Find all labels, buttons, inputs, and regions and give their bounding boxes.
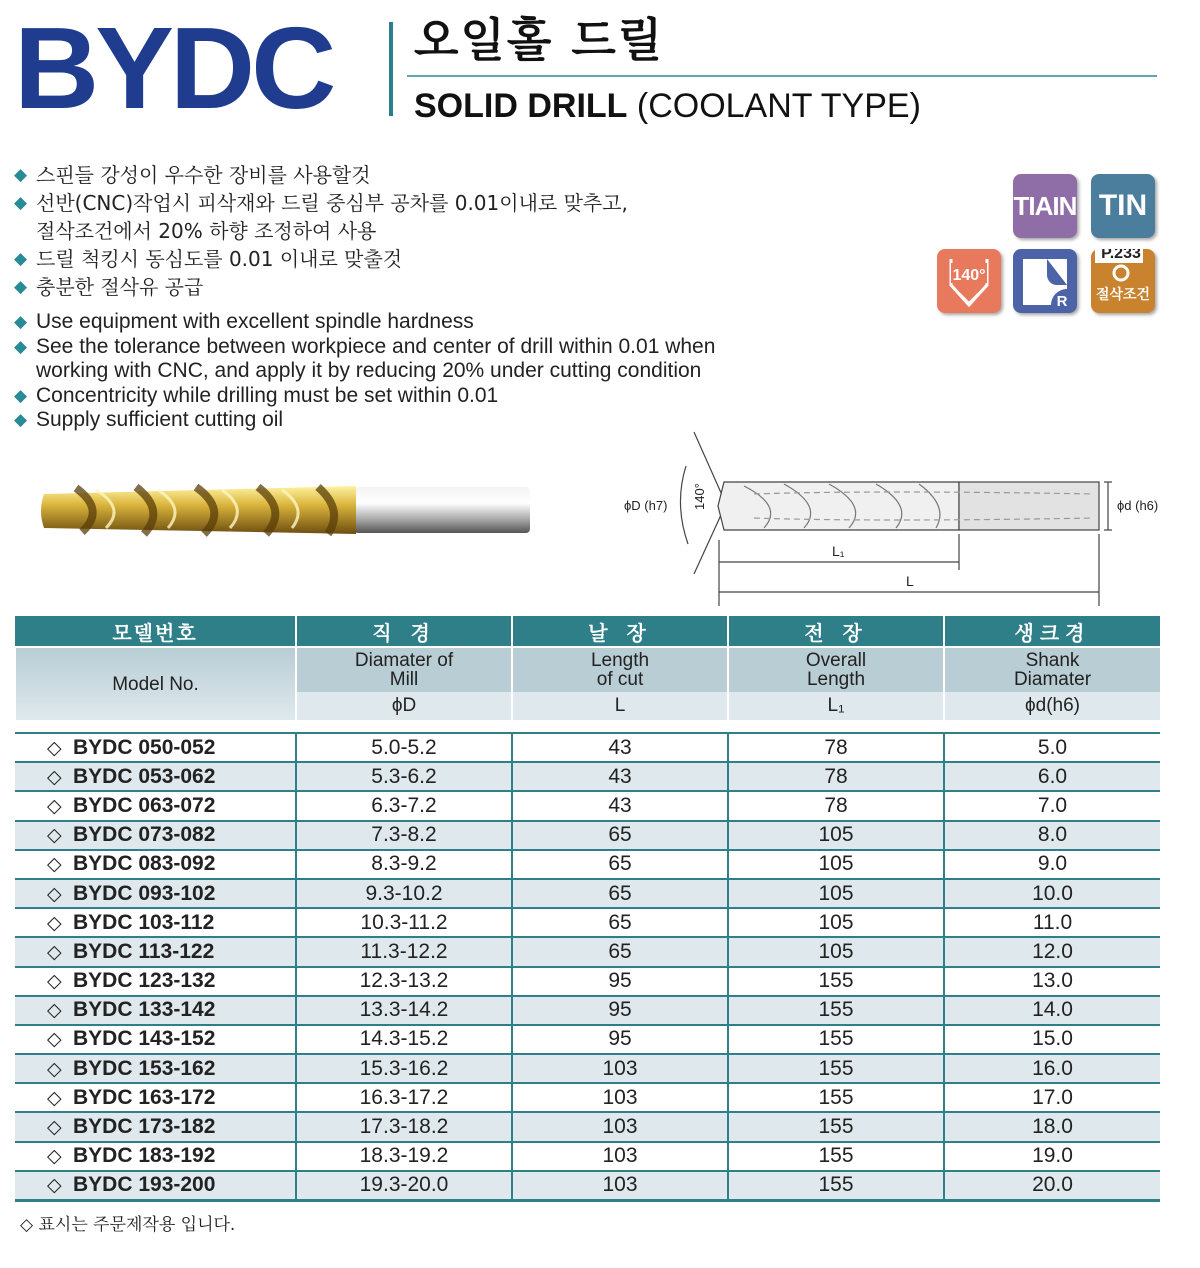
table-row <box>15 996 1160 1025</box>
diameter-cell: 14.3-15.2 <box>296 1025 512 1054</box>
made-to-order-marker-icon: ◇ <box>47 1175 62 1197</box>
table-row <box>15 908 1160 937</box>
header-diameter-en: Diamater of Mill <box>296 647 512 692</box>
note-ko-1: ◆ 스핀들 강성이 우수한 장비를 사용할것 <box>14 163 371 187</box>
length-cut-cell: 103 <box>512 1112 728 1141</box>
shank-cell: 6.0 <box>944 762 1160 791</box>
note-en-4: ◆ Supply sufficient cutting oil <box>14 408 284 431</box>
model-cell: ◇ BYDC 053-062 <box>15 762 296 791</box>
length-cut-cell: 43 <box>512 762 728 791</box>
note-en-1: ◆ Use equipment with excellent spindle hardness <box>14 310 474 333</box>
diamond-bullet-icon: ◆ <box>14 193 28 213</box>
diameter-cell: 8.3-9.2 <box>296 850 512 879</box>
table-row <box>15 1083 1160 1112</box>
shank-cell: 5.0 <box>944 733 1160 762</box>
made-to-order-marker-icon: ◇ <box>47 854 62 876</box>
brand-title: BYDC <box>14 4 333 134</box>
diamond-bullet-icon: ◆ <box>14 336 28 356</box>
header-diameter-symbol: ϕD <box>296 692 512 720</box>
shank-label: ϕd (h6) <box>1117 498 1159 513</box>
made-to-order-marker-icon: ◇ <box>47 1117 62 1139</box>
condition-label: 절삭조건 <box>1095 287 1151 303</box>
diameter-cell: 9.3-10.2 <box>296 879 512 908</box>
title-divider <box>389 22 393 116</box>
cutting-condition-icon <box>1091 249 1155 313</box>
overall-length-cell: 155 <box>728 996 944 1025</box>
model-cell: ◇ BYDC 093-102 <box>15 879 296 908</box>
model-cell: ◇ BYDC 113-122 <box>15 937 296 966</box>
model-cell: ◇ BYDC 133-142 <box>15 996 296 1025</box>
usage-notes-english <box>14 310 715 433</box>
diamond-bullet-icon: ◆ <box>14 249 28 269</box>
length-cut-cell: 65 <box>512 821 728 850</box>
diameter-cell: 12.3-13.2 <box>296 967 512 996</box>
made-to-order-marker-icon: ◇ <box>47 1029 62 1051</box>
title-en-rest: (COOLANT TYPE) <box>627 87 921 125</box>
shank-cell: 12.0 <box>944 937 1160 966</box>
diameter-cell: 16.3-17.2 <box>296 1083 512 1112</box>
length-cut-cell: 43 <box>512 733 728 762</box>
shank-cell: 20.0 <box>944 1171 1160 1201</box>
shank-cell: 16.0 <box>944 1054 1160 1083</box>
header-overall-en: Overall Length <box>728 647 944 692</box>
length-cut-cell: 95 <box>512 996 728 1025</box>
length-cut-cell: 103 <box>512 1142 728 1171</box>
diamond-bullet-icon: ◆ <box>14 410 28 429</box>
table-row <box>15 1171 1160 1201</box>
model-cell: ◇ BYDC 050-052 <box>15 733 296 762</box>
usage-notes-korean <box>14 161 628 301</box>
drill-technical-drawing <box>614 430 1174 610</box>
diameter-cell: 10.3-11.2 <box>296 908 512 937</box>
length-cut-cell: 103 <box>512 1083 728 1112</box>
overall-length-cell: 105 <box>728 850 944 879</box>
model-cell: ◇ BYDC 193-200 <box>15 1171 296 1201</box>
overall-length-cell: 155 <box>728 967 944 996</box>
header-length-cut-en: Length of cut <box>512 647 728 692</box>
diamond-bullet-icon: ◆ <box>14 165 28 185</box>
diameter-cell: 18.3-19.2 <box>296 1142 512 1171</box>
radius-letter: R <box>1056 293 1068 310</box>
note-ko-3: ◆ 드릴 척킹시 동심도를 0.01 이내로 맞출것 <box>14 247 403 271</box>
diameter-cell: 17.3-18.2 <box>296 1112 512 1141</box>
overall-length-cell: 155 <box>728 1171 944 1201</box>
table-row <box>15 762 1160 791</box>
diameter-cell: 19.3-20.0 <box>296 1171 512 1201</box>
overall-length-cell: 105 <box>728 937 944 966</box>
diamond-bullet-icon: ◆ <box>14 385 28 405</box>
corner-radius-badge <box>1013 249 1077 313</box>
length-cut-cell: 65 <box>512 879 728 908</box>
note-ko-2: ◆ 선반(CNC)작업시 피삭재와 드릴 중심부 공차를 0.01이내로 맞추고, <box>14 191 628 215</box>
model-cell: ◇ BYDC 183-192 <box>15 1142 296 1171</box>
diameter-cell: 5.3-6.2 <box>296 762 512 791</box>
overall-length-cell: 78 <box>728 791 944 820</box>
made-to-order-marker-icon: ◇ <box>47 971 62 993</box>
shank-cell: 9.0 <box>944 850 1160 879</box>
model-cell: ◇ BYDC 083-092 <box>15 850 296 879</box>
diameter-cell: 5.0-5.2 <box>296 733 512 762</box>
title-en-bold: SOLID DRILL <box>414 87 628 125</box>
header-overall-ko: 전 장 <box>728 616 944 647</box>
overall-length-cell: 155 <box>728 1054 944 1083</box>
header-model-en: Model No. <box>15 647 296 720</box>
overall-length-cell: 155 <box>728 1083 944 1112</box>
header-shank-ko: 생크경 <box>944 616 1160 647</box>
overall-length-cell: 105 <box>728 821 944 850</box>
dia-label: ϕD (h7) <box>624 498 668 513</box>
overall-length-cell: 155 <box>728 1025 944 1054</box>
shank-cell: 7.0 <box>944 791 1160 820</box>
table-row <box>15 821 1160 850</box>
coating-tin-badge: TIN <box>1091 174 1155 238</box>
table-row <box>15 1142 1160 1171</box>
length-cut-cell: 43 <box>512 791 728 820</box>
diamond-bullet-icon: ◆ <box>14 312 28 331</box>
length-cut-cell: 65 <box>512 850 728 879</box>
header-overall-symbol: L₁ <box>728 692 944 720</box>
header-shank-symbol: ϕd(h6) <box>944 692 1160 720</box>
overall-length-cell: 105 <box>728 879 944 908</box>
l1-label: L₁ <box>832 543 845 559</box>
length-cut-cell: 65 <box>512 937 728 966</box>
made-to-order-marker-icon: ◇ <box>47 825 62 847</box>
header-shank-en: Shank Diamater <box>944 647 1160 692</box>
made-to-order-marker-icon: ◇ <box>47 1058 62 1080</box>
header-diameter-ko: 직 경 <box>296 616 512 647</box>
shank-cell: 19.0 <box>944 1142 1160 1171</box>
overall-length-cell: 78 <box>728 762 944 791</box>
header-length-cut-symbol: L <box>512 692 728 720</box>
made-to-order-marker-icon: ◇ <box>47 912 62 934</box>
point-angle-icon <box>937 249 1001 313</box>
length-cut-cell: 103 <box>512 1054 728 1083</box>
point-angle-badge <box>937 249 1001 313</box>
made-to-order-marker-icon: ◇ <box>47 1000 62 1022</box>
model-cell: ◇ BYDC 153-162 <box>15 1054 296 1083</box>
angle-label: 140° <box>692 483 707 510</box>
table-row <box>15 879 1160 908</box>
model-cell: ◇ BYDC 163-172 <box>15 1083 296 1112</box>
made-to-order-marker-icon: ◇ <box>47 941 62 963</box>
shank-cell: 17.0 <box>944 1083 1160 1112</box>
made-to-order-marker-icon: ◇ <box>47 883 62 905</box>
note-en-2: ◆ See the tolerance between workpiece and center of drill within 0.01 when <box>14 334 716 358</box>
diameter-cell: 11.3-12.2 <box>296 937 512 966</box>
made-to-order-marker-icon: ◇ <box>47 737 62 759</box>
spec-table <box>14 616 1160 1202</box>
model-cell: ◇ BYDC 103-112 <box>15 908 296 937</box>
made-to-order-marker-icon: ◇ <box>47 766 62 788</box>
coating-tiain-badge: TIAIN <box>1013 174 1077 238</box>
length-cut-cell: 65 <box>512 908 728 937</box>
table-row <box>15 733 1160 762</box>
table-row <box>15 1112 1160 1141</box>
shank-cell: 13.0 <box>944 967 1160 996</box>
diameter-cell: 7.3-8.2 <box>296 821 512 850</box>
diameter-cell: 6.3-7.2 <box>296 791 512 820</box>
length-cut-cell: 95 <box>512 967 728 996</box>
model-cell: ◇ BYDC 073-082 <box>15 821 296 850</box>
note-ko-4: ◆ 충분한 절삭유 공급 <box>14 275 204 299</box>
diameter-cell: 13.3-14.2 <box>296 996 512 1025</box>
diamond-bullet-icon: ◆ <box>14 277 28 297</box>
title-underline <box>407 75 1157 77</box>
table-row <box>15 1054 1160 1083</box>
length-cut-cell: 95 <box>512 1025 728 1054</box>
point-angle-label: 140° <box>952 267 986 284</box>
condition-page-ref: P.233 <box>1101 249 1141 262</box>
drill-photo <box>36 478 536 542</box>
table-row <box>15 850 1160 879</box>
corner-radius-icon <box>1013 249 1077 313</box>
note-en-2-cont: working with CNC, and apply it by reducing 20% under cutting condition <box>36 359 702 382</box>
table-row <box>15 1025 1160 1054</box>
l-label: L <box>906 573 914 589</box>
product-title-korean: 오일홀 드릴 <box>414 13 665 67</box>
overall-length-cell: 78 <box>728 733 944 762</box>
shank-cell: 14.0 <box>944 996 1160 1025</box>
overall-length-cell: 155 <box>728 1142 944 1171</box>
overall-length-cell: 105 <box>728 908 944 937</box>
made-to-order-marker-icon: ◇ <box>47 1146 62 1168</box>
model-cell: ◇ BYDC 143-152 <box>15 1025 296 1054</box>
shank-cell: 15.0 <box>944 1025 1160 1054</box>
table-row <box>15 967 1160 996</box>
model-cell: ◇ BYDC 123-132 <box>15 967 296 996</box>
header-model-ko: 모델번호 <box>15 616 296 647</box>
made-to-order-marker-icon: ◇ <box>47 1087 62 1109</box>
note-en-3: ◆ Concentricity while drilling must be set within 0.01 <box>14 383 499 407</box>
table-row <box>15 791 1160 820</box>
table-row <box>15 937 1160 966</box>
note-ko-2-cont: 절삭조건에서 20% 하향 조정하여 사용 <box>36 219 377 243</box>
diameter-cell: 15.3-16.2 <box>296 1054 512 1083</box>
model-cell: ◇ BYDC 173-182 <box>15 1112 296 1141</box>
shank-cell: 18.0 <box>944 1112 1160 1141</box>
model-cell: ◇ BYDC 063-072 <box>15 791 296 820</box>
product-title-english <box>414 86 921 126</box>
overall-length-cell: 155 <box>728 1112 944 1141</box>
made-to-order-marker-icon: ◇ <box>47 795 62 817</box>
length-cut-cell: 103 <box>512 1171 728 1201</box>
shank-cell: 11.0 <box>944 908 1160 937</box>
shank-cell: 10.0 <box>944 879 1160 908</box>
shank-cell: 8.0 <box>944 821 1160 850</box>
order-footnote: ◇ 표시는 주문제작용 입니다. <box>20 1215 236 1235</box>
header-length-cut-ko: 날 장 <box>512 616 728 647</box>
cutting-condition-badge[interactable] <box>1091 249 1155 313</box>
